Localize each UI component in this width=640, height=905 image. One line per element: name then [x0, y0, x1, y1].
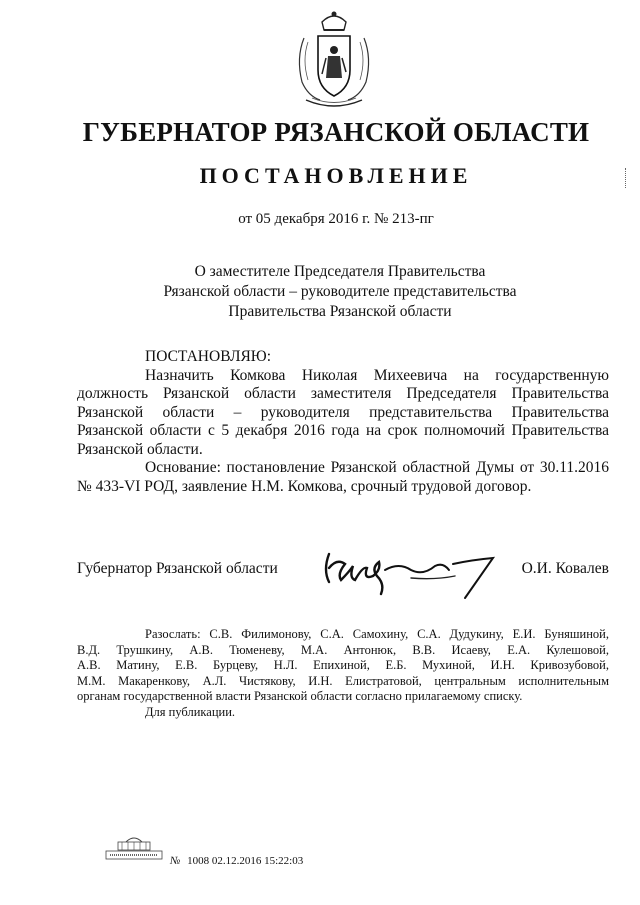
registration-line: [170, 855, 303, 867]
distribution-list: [77, 627, 609, 720]
registration-number: 1008: [187, 855, 210, 867]
distribution-line: А.В. Матину, Е.В. Бурцеву, Н.Л. Епихиной, Е.Б. Мухиной, И.Н. Кривозубовой,: [77, 658, 609, 672]
scan-edge-mark: [625, 168, 630, 188]
distribution-line: органам государственной власти Рязанской области согласно прилагаемому списку.: [77, 689, 523, 703]
signatory-position: Губернатор Рязанской области: [77, 560, 278, 577]
paragraph-appointment: [77, 367, 609, 460]
coat-of-arms-icon: [286, 8, 382, 112]
distribution-line: Разослать: С.В. Филимонову, С.А. Самохину, С.А. Дудукину, Е.И. Буняшиной,: [145, 627, 609, 641]
distribution-line: М.М. Макаренкову, А.Л. Чистякову, И.Н. Елистратовой, центральным исполнительным: [77, 673, 609, 688]
paragraph-line: должность Рязанской области заместителя Председателя Правительства: [77, 385, 609, 402]
handwritten-signature-icon: [315, 540, 505, 600]
paragraph-basis: [77, 459, 609, 496]
heading-line: О заместителе Председателя Правительства: [194, 263, 486, 280]
paragraph-line: Назначить Комкова Николая Михеевича на государственную: [145, 366, 609, 384]
signature-block: [77, 556, 609, 596]
paragraph-line: Рязанской области с 5 декабря 2016 года на срок полномочий Правительства: [77, 422, 609, 439]
publication-note: Для публикации.: [145, 704, 236, 719]
registration-datetime: 02.12.2016 15:22:03: [211, 855, 304, 867]
paragraph-line: Рязанской области.: [77, 440, 203, 458]
heading-line: Рязанской области – руководителе представительства: [163, 283, 517, 300]
document-dateline: от 05 декабря 2016 г. № 213-пг: [238, 211, 434, 227]
decree-word: ПОСТАНОВЛЯЮ:: [145, 348, 272, 365]
document-body: [77, 348, 609, 496]
distribution-line: В.Д. Трушкину, А.В. Тюменеву, М.А. Антонюк, В.В. Исаеву, Е.А. Кулешовой,: [77, 642, 609, 657]
paragraph-line: Рязанской области – руководителя представительства Правительства: [77, 403, 609, 421]
document-type: ПОСТАНОВЛЕНИЕ: [199, 163, 473, 188]
number-sign-icon: №: [170, 855, 181, 867]
issuer-title: ГУБЕРНАТОР РЯЗАНСКОЙ ОБЛАСТИ: [82, 117, 590, 147]
registration-stamp-icon: [104, 832, 164, 862]
paragraph-line: Основание: постановление Рязанской областной Думы от 30.11.2016: [145, 459, 609, 476]
document-heading: [160, 262, 520, 322]
signatory-name: О.И. Ковалев: [521, 560, 609, 577]
heading-line: Правительства Рязанской области: [228, 303, 452, 320]
paragraph-line: № 433-VI РОД, заявление Н.М. Комкова, срочный трудовой договор.: [77, 477, 532, 495]
